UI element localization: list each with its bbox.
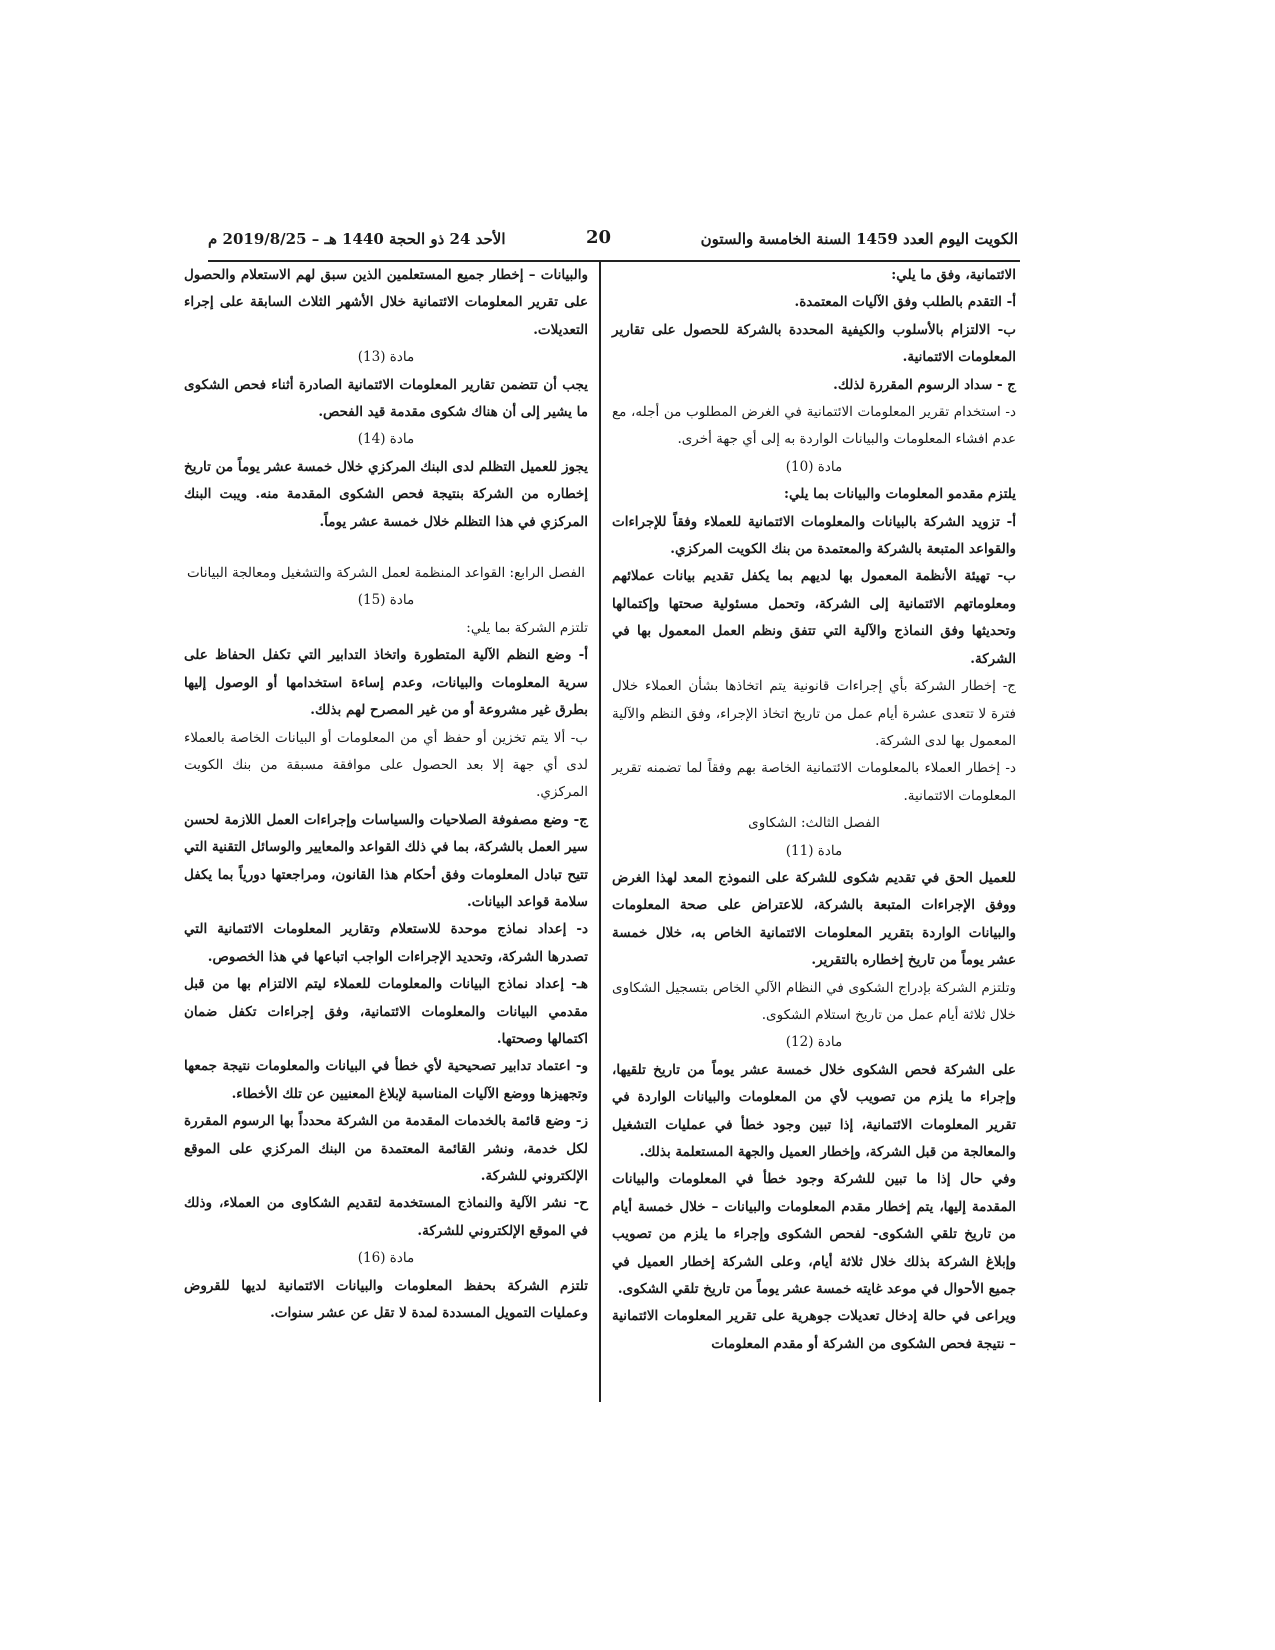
- paragraph: يجوز للعميل التظلم لدى البنك المركزي خلال خمسة عشر يوماً من تاريخ إخطاره من الشركة بنتيجة فحص الشكوى المقدمة منه. ويبت البنك المركزي في هذا التظلم خلال خمسة عشر يوماً.: [184, 458, 588, 530]
- paragraph: ويراعى في حالة إدخال تعديلات جوهرية على تقرير المعلومات الائتمانية – نتيجة فحص الشكوى من الشركة أو مقدم المعلومات: [612, 1308, 1016, 1352]
- issue-date: الأحد 24 ذو الحجة 1440 هـ – 2019/8/25 م: [208, 230, 506, 248]
- paragraph: تلتزم الشركة بحفظ المعلومات والبيانات الائتمانية لديها للقروض وعمليات التمويل المسددة لمدة لا تقل عن عشر سنوات.: [184, 1277, 588, 1322]
- paragraph: الائتمانية، وفق ما يلي:: [891, 267, 1016, 283]
- article-heading: مادة (16): [357, 1250, 415, 1267]
- paragraph: د- إخطار العملاء بالمعلومات الائتمانية الخاصة بهم وفقاً لما تضمنه تقرير المعلومات الائتمانية.: [612, 760, 1016, 804]
- paragraph: د- إعداد نماذج موحدة للاستعلام وتقارير المعلومات الائتمانية التي تصدرها الشركة، وتحديد الإجراءات الواجب اتباعها في هذا الخصوص.: [184, 921, 588, 965]
- column-divider: [599, 262, 601, 1402]
- article-heading: مادة (14): [357, 431, 415, 448]
- paragraph: أ- وضع النظم الآلية المتطورة واتخاذ التدابير التي تكفل الحفاظ على سرية المعلومات والبيانات، وعدم إساءة استخدامها أو الوصول إليها بطرق غير مشروعة أو من غير المصرح لهم بذلك.: [184, 647, 588, 719]
- paragraph: أ- تزويد الشركة بالبيانات والمعلومات الائتمانية للعملاء وفقاً للإجراءات والقواعد المتبعة بالشركة والمعتمدة من بنك الكويت المركزي.: [612, 513, 1016, 558]
- article-heading: مادة (12): [785, 1034, 843, 1051]
- paragraph: ح- نشر الآلية والنماذج المستخدمة لتقديم الشكاوى من العملاء، وذلك في الموقع الإلكتروني للشركة.: [184, 1195, 588, 1239]
- paragraph: تلتزم الشركة بما يلي:: [466, 619, 588, 636]
- paragraph: د- استخدام تقرير المعلومات الائتمانية في الغرض المطلوب من أجله، مع عدم افشاء المعلومات والبيانات الواردة به إلى أي جهة أخرى.: [612, 404, 1016, 448]
- paragraph: وتلتزم الشركة بإدراج الشكوى في النظام الآلي الخاص بتسجيل الشكاوى خلال ثلاثة أيام عمل من تاريخ استلام الشكوى.: [612, 979, 1016, 1023]
- paragraph: والبيانات – إخطار جميع المستعلمين الذين سبق لهم الاستعلام والحصول على تقرير المعلومات الائتمانية خلال الأشهر الثلاث السابقة على إجراء التعديلات.: [184, 267, 588, 338]
- paragraph: ج- وضع مصفوفة الصلاحيات والسياسات وإجراءات العمل اللازمة لحسن سير العمل بالشركة، بما في ذلك القواعد والمعايير والوسائل التقنية التي تتيح تبادل المعلومات وفق أحكام هذا القانون، ومراجعتها دورياً بما يكفل سلامة قواعد البيانات.: [184, 811, 588, 910]
- paragraph: ب- الالتزام بالأسلوب والكيفية المحددة بالشركة للحصول على تقارير المعلومات الائتمانية.: [612, 321, 1016, 366]
- paragraph: وفي حال إذا ما تبين للشركة وجود خطأ في المعلومات والبيانات المقدمة إليها، يتم إخطار مقدم المعلومات والبيانات – خلال خمسة أيام من تاريخ تلقي الشكوى- لفحص الشكوى وإجراء ما يلزم من تصويب وإبلاغ الشركة بذلك خلال ثلاثة أيام، وعلى الشركة إخطار العميل في جميع الأحوال في موعد غايته خمسة عشر يوماً من تاريخ تلقي الشكوى.: [612, 1171, 1016, 1298]
- paragraph: يلتزم مقدمو المعلومات والبيانات بما يلي:: [784, 486, 1016, 503]
- paragraph: ج - سداد الرسوم المقررة لذلك.: [833, 376, 1016, 393]
- paragraph: هـ- إعداد نماذج البيانات والمعلومات للعملاء ليتم الالتزام بها من قبل مقدمي البيانات والمعلومات الائتمانية، وفق إجراءات تكفل ضمان اكتمالها وصحتها.: [184, 976, 588, 1047]
- page-number: 20: [586, 227, 612, 248]
- article-heading: مادة (13): [357, 349, 415, 366]
- paragraph: ب- ألا يتم تخزين أو حفظ أي من المعلومات أو البيانات الخاصة بالعملاء لدى أي جهة إلا بعد الحصول على موافقة مسبقة من بنك الكويت المركزي.: [184, 729, 588, 801]
- paragraph: ب- تهيئة الأنظمة المعمول بها لديهم بما يكفل تقديم بيانات عملائهم ومعلوماتهم الائتمانية إلى الشركة، وتحمل مسئولية صحتها وإكتمالها وتحديثها وفق النماذج والآلية التي تتفق ونظم العمل المعمول بها في الشركة.: [612, 568, 1016, 667]
- paragraph: ج- إخطار الشركة بأي إجراءات قانونية يتم اتخاذها بشأن العملاء خلال فترة لا تتعدى عشرة أيام عمل من تاريخ اتخاذ الإجراء، وفق النظم والآلية المعمول بها لدى الشركة.: [612, 678, 1016, 749]
- paragraph: يجب أن تتضمن تقارير المعلومات الائتمانية الصادرة أثناء فحص الشكوى ما يشير إلى أن هناك شكوى مقدمة قيد الفحص.: [184, 376, 588, 421]
- article-heading: مادة (10): [785, 458, 843, 475]
- paragraph: أ- التقدم بالطلب وفق الآليات المعتمدة.: [794, 294, 1016, 311]
- chapter-heading: الفصل الرابع: القواعد المنظمة لعمل الشركة والتشغيل ومعالجة البيانات: [186, 565, 586, 582]
- article-heading: مادة (15): [357, 592, 415, 609]
- gazette-issue-info: الكويت اليوم العدد 1459 السنة الخامسة والستون: [700, 230, 1018, 248]
- paragraph: للعميل الحق في تقديم شكوى للشركة على النموذج المعد لهذا الغرض ووفق الإجراءات المتبعة بالشركة، للاعتراض على صحة المعلومات والبيانات الواردة بتقرير المعلومات الائتمانية الخاص به، خلال خمسة عشر يوماً من تاريخ إخطاره بالتقرير.: [612, 869, 1016, 969]
- article-heading: مادة (11): [785, 842, 843, 859]
- right-column: [612, 262, 1016, 1358]
- page-header: [208, 226, 1018, 258]
- chapter-heading: الفصل الثالث: الشكاوى: [748, 815, 880, 832]
- paragraph: ز- وضع قائمة بالخدمات المقدمة من الشركة محدداً بها الرسوم المقررة لكل خدمة، ونشر القائمة المعتمدة من البنك المركزي على الموقع الإلكتروني للشركة.: [184, 1113, 588, 1184]
- section-spacer: [184, 536, 588, 560]
- paragraph: و- اعتماد تدابير تصحيحية لأي خطأ في البيانات والمعلومات نتيجة جمعها وتجهيزها ووضع الآليات المناسبة لإبلاغ المعنيين عن تلك الأخطاء.: [184, 1058, 588, 1102]
- paragraph: على الشركة فحص الشكوى خلال خمسة عشر يوماً من تاريخ تلقيها، وإجراء ما يلزم من تصويب لأي من المعلومات والبيانات الواردة في تقرير المعلومات الائتمانية، إذا تبين وجود خطأ في عمليات التشغيل والمعالجة من قبل الشركة، وإخطار العميل والجهة المستعلمة بذلك.: [612, 1061, 1016, 1160]
- left-column: [184, 262, 588, 1327]
